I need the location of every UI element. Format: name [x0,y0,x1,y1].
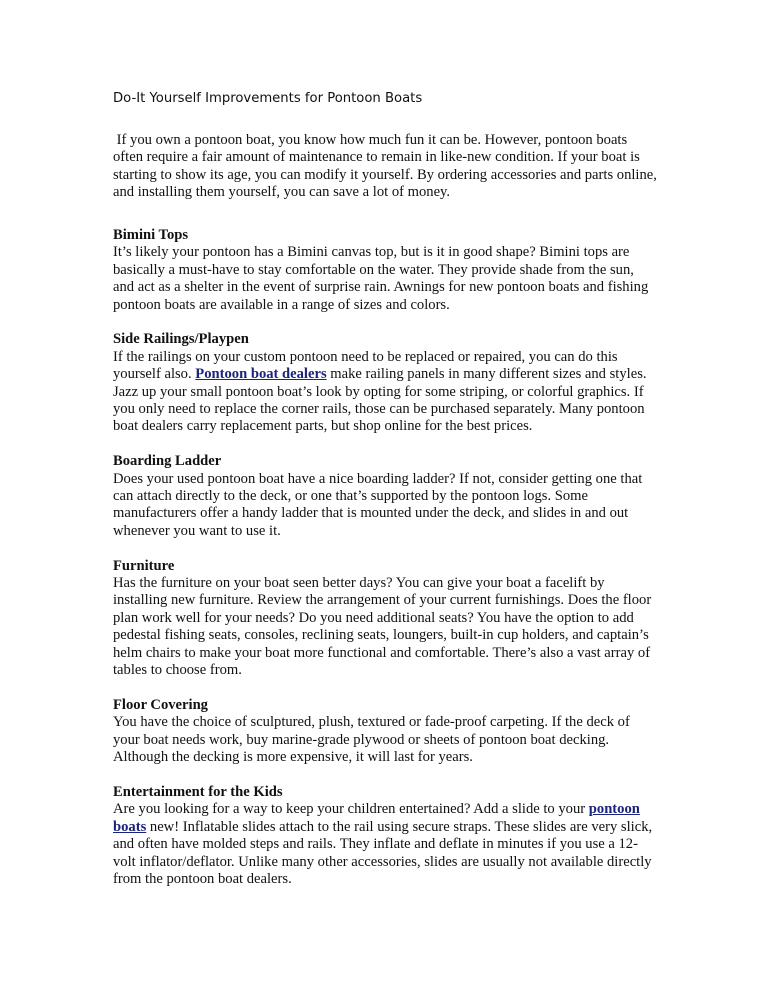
text-before-link: If the railings on your custom pontoon need to be replaced or repaired, you can do this yourself also. [113,348,618,383]
section-text: Has the furniture on your boat seen better days? You can give your boat a facelift by installing new furniture. Review the arrangement of your current furnishings. Does the floor plan work well for your needs? Do you need additional seats? You have the option to add pedestal fishing seats, consoles, reclining seats, loungers, built-in cup holders, and captain’s helm chairs to make your boat more functional and comfortable. There’s also a vast array of tables to choose from. [113,575,652,679]
section-furniture [113,558,658,680]
section-boarding-ladder [113,453,658,540]
section-side-railings [113,331,658,435]
section-heading: Bimini Tops [113,227,189,243]
section-text [113,801,658,888]
sections-container [113,227,658,906]
section-heading: Floor Covering [113,696,208,713]
section-text: You have the choice of sculptured, plush, textured or fade-proof carpeting. If the deck of your boat needs work, buy marine-grade plywood or sheets of pontoon boat decking. Although the decking is more expensive, it will last for years. [113,714,630,766]
section-entertainment-kids [113,784,658,888]
intro-text: If you own a pontoon boat, you know how much fun it can be. However, pontoon boats often require a fair amount of maintenance to remain in like-new condition. If your boat is starting to show its age, you can modify it yourself. By ordering accessories and parts online, and installing them yourself, you can save a lot of money. [113,132,661,201]
document-title: Do-It Yourself Improvements for Pontoon Boats [113,91,423,106]
section-text [113,349,658,436]
section-heading: Boarding Ladder [113,453,222,470]
text-after-link: make railing panels in many different sizes and styles. Jazz up your small pontoon boat’s look by opting for some striping, or colorful graphics. If you only need to replace the corner rails, those can be purchased separately. Many pontoon boat dealers carry replacement parts, but shop online for the best prices. [113,366,647,435]
text-after-link: new! Inflatable slides attach to the rail using secure straps. These slides are very slick, and often have molded steps and rails. They inflate and deflate in minutes if you use a 12-volt inflator/deflator. Unlike many other accessories, slides are usually not available directly from the pontoon boat dealers. [113,818,653,887]
section-bimini-tops [113,227,658,314]
text-before-link: Are you looking for a way to keep your children entertained? Add a slide to your [113,801,589,818]
section-heading: Side Railings/Playpen [113,331,249,348]
section-floor-covering [113,697,658,767]
section-heading: Furniture [113,557,175,574]
intro-paragraph [113,132,661,202]
section-text: It’s likely your pontoon has a Bimini canvas top, but is it in good shape? Bimini tops are basically a must-have to stay comfortable on the water. They provide shade from the sun, and act as a shelter in the event of surprise rain. Awnings for new pontoon boats and fishing pontoon boats are available in a range of sizes and colors. [113,244,649,313]
section-text: Does your used pontoon boat have a nice boarding ladder? If not, consider getting one that can attach directly to the deck, or one that’s supported by the pontoon logs. Some manufacturers offer a handy ladder that is mounted under the deck, and slides in and out whenever you want to use it. [113,470,643,539]
pontoon-boat-dealers-link[interactable]: Pontoon boat dealers [195,366,327,383]
section-heading: Entertainment for the Kids [113,783,283,800]
pontoon-boats-link[interactable]: pontoon boats [113,801,640,835]
